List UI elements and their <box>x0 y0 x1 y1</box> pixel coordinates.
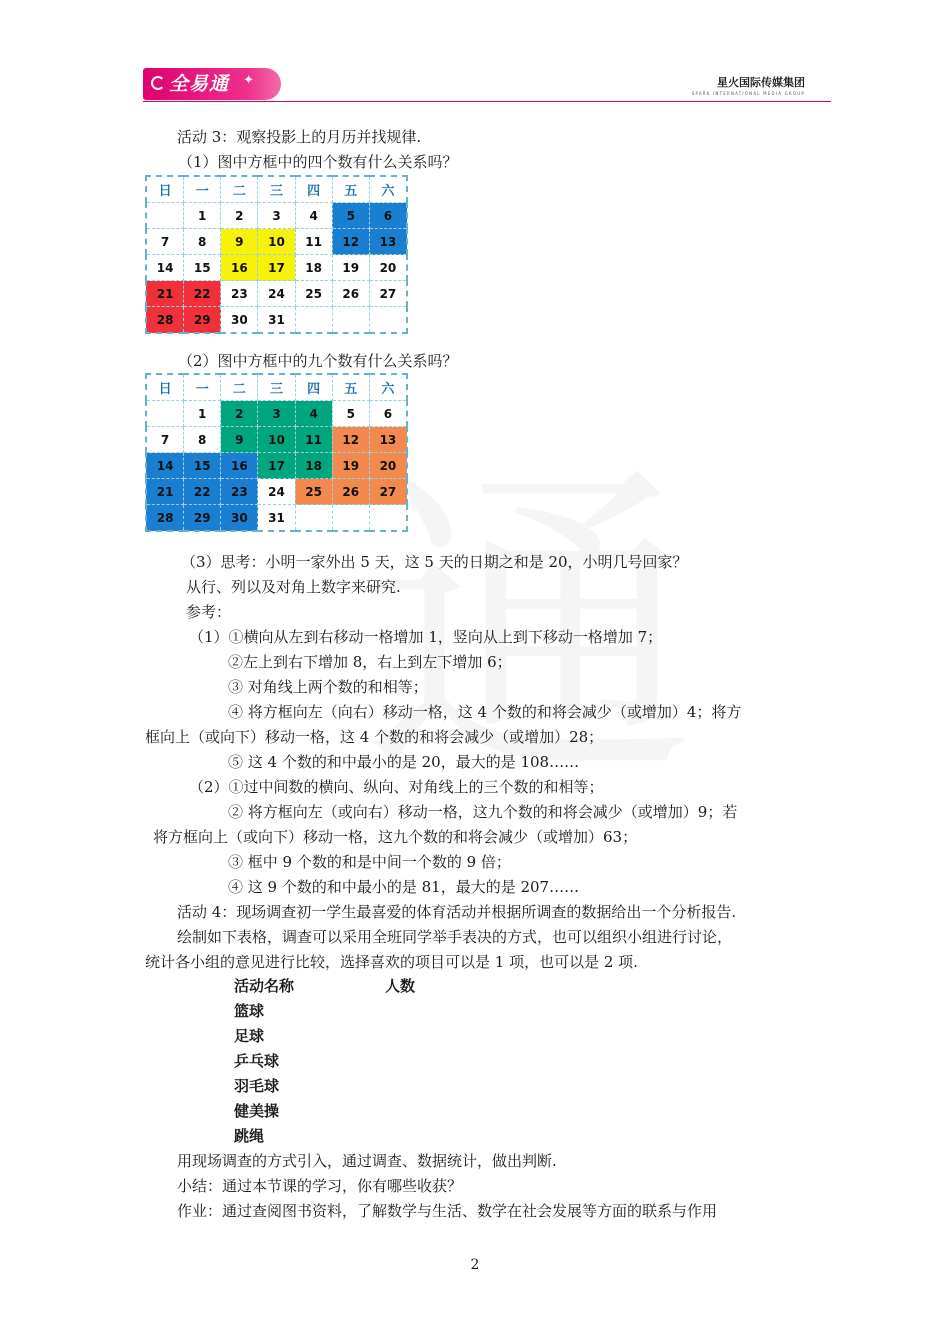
date-cell: 3 <box>258 401 295 427</box>
date-cell: 6 <box>369 203 407 229</box>
survey-item: 足球 <box>234 1027 265 1045</box>
date-cell <box>369 505 407 532</box>
date-cell: 25 <box>295 281 332 307</box>
week-row <box>146 453 407 479</box>
date-cell: 9 <box>221 229 258 255</box>
weekday-cell: 四 <box>295 176 332 203</box>
date-cell: 3 <box>258 203 295 229</box>
summary-text: 小结：通过本节课的学习，你有哪些收获？ <box>177 1177 463 1195</box>
date-cell: 13 <box>369 229 407 255</box>
date-cell: 24 <box>258 281 295 307</box>
calendar-four-box <box>145 175 408 334</box>
week-row <box>146 203 407 229</box>
date-cell: 11 <box>295 427 332 453</box>
logo-text: 全易通 <box>169 73 230 95</box>
date-cell: 24 <box>258 479 295 505</box>
week-row <box>146 281 407 307</box>
answer-2-3: ③ 框中 9 个数的和是中间一个数的 9 倍； <box>228 853 511 871</box>
activity3-title: 活动 3：观察投影上的月历并找规律. <box>177 128 422 146</box>
date-cell: 13 <box>369 427 407 453</box>
survey-header-activity: 活动名称 <box>234 977 295 995</box>
date-cell: 15 <box>184 255 221 281</box>
survey-item: 羽毛球 <box>234 1077 280 1095</box>
week-row <box>146 307 407 334</box>
date-cell <box>332 307 369 334</box>
answer-1-5: ⑤ 这 4 个数的和中最小的是 20，最大的是 108…… <box>228 753 580 771</box>
date-cell: 27 <box>369 281 407 307</box>
date-cell: 14 <box>146 453 184 479</box>
date-cell: 22 <box>184 479 221 505</box>
date-cell: 1 <box>184 203 221 229</box>
date-cell <box>146 401 184 427</box>
date-cell: 30 <box>221 505 258 532</box>
reference-label: 参考： <box>186 603 232 621</box>
weekday-cell: 三 <box>258 176 295 203</box>
answer-1-4a: ④ 将方框向左（向右）移动一格，这 4 个数的和将会减少（或增加）4；将方 <box>228 703 742 721</box>
date-cell: 12 <box>332 427 369 453</box>
date-cell: 22 <box>184 281 221 307</box>
date-cell: 26 <box>332 281 369 307</box>
date-cell: 21 <box>146 479 184 505</box>
weekday-cell: 三 <box>258 374 295 401</box>
answer-1-4b: 框向上（或向下）移动一格，这 4 个数的和将会减少（或增加）28； <box>145 728 604 746</box>
week-row <box>146 479 407 505</box>
company-name: 星火国际传媒集团 <box>717 76 805 89</box>
activity4-desc-a: 绘制如下表格，调查可以采用全班同学举手表决的方式，也可以组织小组进行讨论， <box>177 928 733 946</box>
date-cell: 8 <box>184 427 221 453</box>
weekday-cell: 五 <box>332 176 369 203</box>
weekday-cell: 一 <box>184 374 221 401</box>
date-cell: 4 <box>295 401 332 427</box>
date-cell: 26 <box>332 479 369 505</box>
date-cell <box>146 203 184 229</box>
question-1: （1）图中方框中的四个数有什么关系吗？ <box>178 153 458 171</box>
week-row <box>146 427 407 453</box>
survey-item: 健美操 <box>234 1102 280 1120</box>
weekday-cell: 日 <box>146 176 184 203</box>
date-cell: 23 <box>221 479 258 505</box>
weekday-cell: 一 <box>184 176 221 203</box>
answer-1-3: ③ 对角线上两个数的和相等； <box>228 678 428 696</box>
date-cell: 2 <box>221 401 258 427</box>
date-cell: 20 <box>369 453 407 479</box>
date-cell: 16 <box>221 453 258 479</box>
date-cell: 30 <box>221 307 258 334</box>
date-cell: 18 <box>295 453 332 479</box>
date-cell: 27 <box>369 479 407 505</box>
date-cell: 2 <box>221 203 258 229</box>
date-cell: 21 <box>146 281 184 307</box>
weekday-cell: 二 <box>221 374 258 401</box>
date-cell <box>295 307 332 334</box>
conclusion-text: 用现场调查的方式引入，通过调查、数据统计，做出判断. <box>177 1152 557 1170</box>
date-cell: 8 <box>184 229 221 255</box>
date-cell: 11 <box>295 229 332 255</box>
date-cell: 28 <box>146 505 184 532</box>
question-3: （3）思考：小明一家外出 5 天，这 5 天的日期之和是 20，小明几号回家？ <box>181 553 688 571</box>
date-cell: 7 <box>146 229 184 255</box>
date-cell: 7 <box>146 427 184 453</box>
date-cell: 10 <box>258 427 295 453</box>
date-cell: 29 <box>184 505 221 532</box>
date-cell: 1 <box>184 401 221 427</box>
week-row <box>146 401 407 427</box>
weekday-cell: 六 <box>369 176 407 203</box>
logo-swirl-icon <box>151 76 165 90</box>
date-cell: 14 <box>146 255 184 281</box>
answer-1-1: （1）①横向从左到右移动一格增加 1，竖向从上到下移动一格增加 7； <box>189 628 663 646</box>
week-row <box>146 505 407 532</box>
answer-2-2a: ② 将方框向左（或向右）移动一格，这九个数的和将会减少（或增加）9；若 <box>228 803 738 821</box>
date-cell: 29 <box>184 307 221 334</box>
weekday-cell: 二 <box>221 176 258 203</box>
date-cell <box>295 505 332 532</box>
date-cell: 18 <box>295 255 332 281</box>
weekday-cell: 四 <box>295 374 332 401</box>
brand-logo <box>143 68 281 100</box>
weekday-cell: 日 <box>146 374 184 401</box>
date-cell <box>332 505 369 532</box>
survey-item: 跳绳 <box>234 1127 265 1145</box>
activity4-desc-b: 统计各小组的意见进行比较，选择喜欢的项目可以是 1 项，也可以是 2 项. <box>145 953 638 971</box>
week-row <box>146 229 407 255</box>
hint-text: 从行、列以及对角上数字来研究. <box>186 578 401 596</box>
weekday-row <box>146 374 407 401</box>
date-cell: 31 <box>258 505 295 532</box>
answer-2-4: ④ 这 9 个数的和中最小的是 81，最大的是 207…… <box>228 878 580 896</box>
survey-header-count: 人数 <box>385 977 416 995</box>
date-cell: 10 <box>258 229 295 255</box>
date-cell: 19 <box>332 453 369 479</box>
weekday-cell: 六 <box>369 374 407 401</box>
date-cell: 28 <box>146 307 184 334</box>
date-cell: 4 <box>295 203 332 229</box>
date-cell: 20 <box>369 255 407 281</box>
date-cell: 6 <box>369 401 407 427</box>
date-cell: 31 <box>258 307 295 334</box>
week-row <box>146 255 407 281</box>
logo-star-icon: ✦ <box>243 73 255 88</box>
question-2: （2）图中方框中的九个数有什么关系吗？ <box>178 352 458 370</box>
answer-1-2: ②左上到右下增加 8，右上到左下增加 6； <box>228 653 512 671</box>
weekday-cell: 五 <box>332 374 369 401</box>
date-cell: 23 <box>221 281 258 307</box>
date-cell: 5 <box>332 401 369 427</box>
date-cell: 17 <box>258 453 295 479</box>
page-number: 2 <box>470 1257 480 1273</box>
date-cell: 16 <box>221 255 258 281</box>
calendar-nine-box <box>145 373 408 532</box>
answer-2-1: （2）①过中间数的横向、纵向、对角线上的三个数的和相等； <box>189 778 604 796</box>
date-cell: 17 <box>258 255 295 281</box>
company-mark <box>692 74 805 96</box>
survey-item: 篮球 <box>234 1002 265 1020</box>
date-cell: 9 <box>221 427 258 453</box>
date-cell: 15 <box>184 453 221 479</box>
homework-text: 作业：通过查阅图书资料，了解数学与生活、数学在社会发展等方面的联系与作用 <box>177 1202 718 1220</box>
activity4-title: 活动 4：现场调查初一学生最喜爱的体育活动并根据所调查的数据给出一个分析报告. <box>177 903 737 921</box>
answer-2-2b: 将方框向上（或向下）移动一格，这九个数的和将会减少（或增加）63； <box>153 828 638 846</box>
date-cell: 5 <box>332 203 369 229</box>
survey-item: 乒乓球 <box>234 1052 280 1070</box>
date-cell: 19 <box>332 255 369 281</box>
date-cell: 25 <box>295 479 332 505</box>
date-cell: 12 <box>332 229 369 255</box>
date-cell <box>369 307 407 334</box>
header-divider <box>143 101 831 102</box>
company-subtitle: SPARK INTERNATIONAL MEDIA GROUP <box>691 91 805 96</box>
weekday-row <box>146 176 407 203</box>
